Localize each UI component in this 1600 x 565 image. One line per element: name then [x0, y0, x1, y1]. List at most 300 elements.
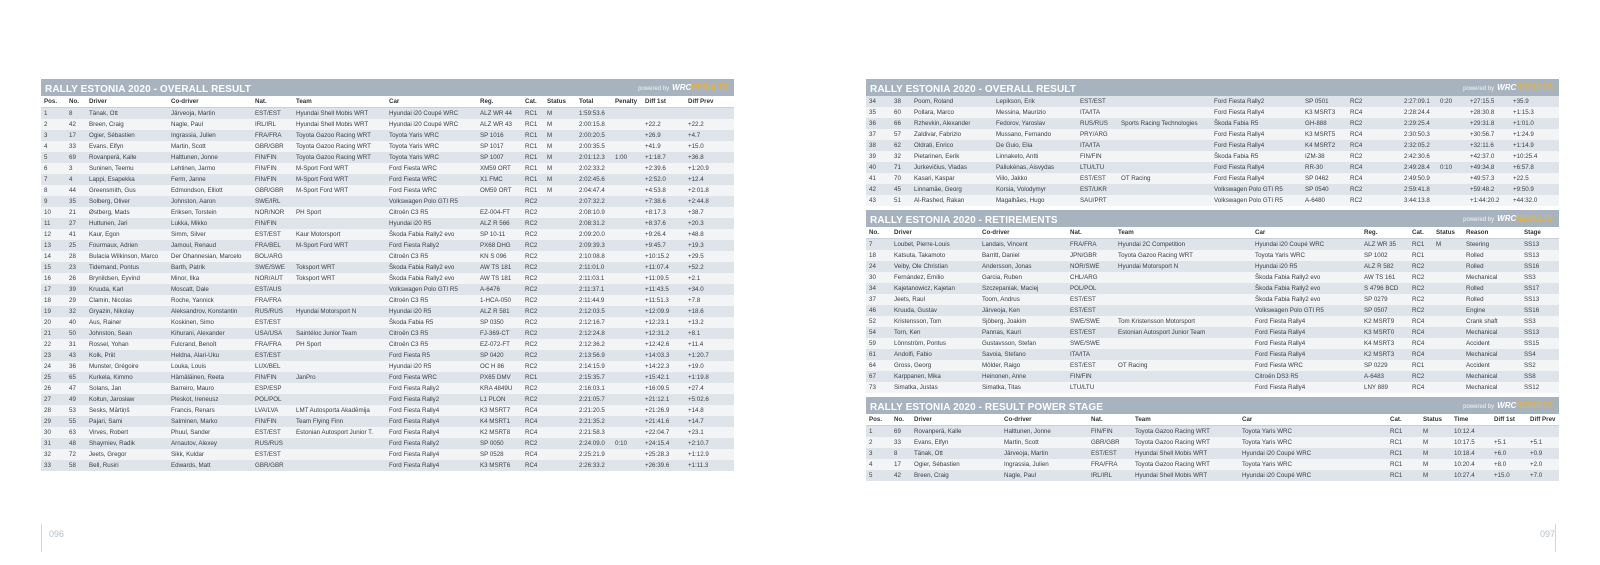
- table-cell: RC1: [1387, 470, 1420, 481]
- table-cell: RUS/RUS: [252, 438, 293, 449]
- table-cell: 2:11:01.0: [576, 262, 612, 273]
- table-cell: 24: [41, 361, 66, 372]
- table-cell: FRA/BEL: [252, 240, 293, 251]
- table-cell: +1:14.9: [1510, 140, 1559, 151]
- table-cell: Pietarinen, Eerik: [911, 151, 993, 162]
- table-cell: 13: [41, 240, 66, 251]
- column-header: Driver: [911, 414, 1001, 426]
- table-cell: OT Racing: [1115, 360, 1252, 371]
- table-cell: RC4: [1347, 162, 1369, 173]
- table-cell: 2:49:28.4: [1401, 162, 1437, 173]
- table-cell: [544, 427, 576, 438]
- table-cell: NOR/NOR: [252, 207, 293, 218]
- table-cell: Kruuda, Gustav: [891, 305, 979, 316]
- table-cell: Ford Fiesta Rally4: [1252, 382, 1361, 393]
- table-cell: Ford Fiesta Rally4: [1252, 316, 1361, 327]
- table-cell: 38: [891, 96, 911, 107]
- table-cell: 25: [66, 240, 86, 251]
- table-cell: [544, 240, 576, 251]
- table-cell: Škoda Fabia Rally2 evo: [1252, 283, 1361, 294]
- column-header: Co-driver: [168, 96, 252, 108]
- table-cell: 2:12:03.5: [576, 306, 612, 317]
- table-cell: Citroën C3 R5: [386, 251, 477, 262]
- table-cell: 2:08:31.2: [576, 218, 612, 229]
- table-cell: Garcia, Ruben: [979, 272, 1067, 283]
- table-cell: [612, 163, 642, 174]
- table-cell: Evans, Elfyn: [86, 141, 168, 152]
- table-cell: 49: [66, 394, 86, 405]
- table-cell: 17: [891, 459, 911, 470]
- column-header: Status: [1420, 414, 1451, 426]
- table-cell: Rolled: [1463, 261, 1521, 272]
- table-cell: Team Flying Finn: [293, 416, 386, 427]
- table-cell: 10:20.4: [1451, 459, 1491, 470]
- table-cell: 2:21:35.2: [576, 416, 612, 427]
- table-cell: [544, 295, 576, 306]
- table-cell: K3 MSRT7: [477, 405, 522, 416]
- table-cell: Toom, Andrus: [979, 294, 1067, 305]
- table-cell: +52.2: [685, 262, 734, 273]
- table-cell: CHL/ARG: [1067, 272, 1115, 283]
- table-cell: [612, 130, 642, 141]
- table-cell: [612, 383, 642, 394]
- table-cell: [293, 383, 386, 394]
- table-cell: 15: [41, 262, 66, 273]
- table-cell: [612, 295, 642, 306]
- table-row: [41, 350, 734, 361]
- table-cell: 31: [66, 339, 86, 350]
- table-cell: +34.0: [685, 284, 734, 295]
- table-cell: EST/AUS: [252, 284, 293, 295]
- table-cell: +15.0: [685, 141, 734, 152]
- table-cell: M: [544, 108, 576, 120]
- table-cell: AW TS 161: [1361, 272, 1409, 283]
- table-cell: Jamoul, Renaud: [168, 240, 252, 251]
- table-cell: Andolfi, Fabio: [891, 349, 979, 360]
- column-header: Total: [576, 96, 612, 108]
- table-cell: AW TS 181: [477, 262, 522, 273]
- wrc-results-logo: powered by WRCRESULTS: [1463, 83, 1553, 92]
- table-cell: Veiby, Ole Christian: [891, 261, 979, 272]
- table-cell: +11:09.5: [642, 273, 685, 284]
- table-cell: +42:37.0: [1467, 151, 1510, 162]
- table-cell: [1433, 316, 1463, 327]
- table-cell: Toyota Gazoo Racing WRT: [1115, 250, 1252, 261]
- table-cell: NOR/AUT: [252, 273, 293, 284]
- table-cell: [544, 306, 576, 317]
- table-cell: PX68 DHG: [477, 240, 522, 251]
- table-cell: Accident: [1463, 360, 1521, 371]
- table-cell: SP 0528: [477, 449, 522, 460]
- table-cell: [1433, 360, 1463, 371]
- table-row: [41, 361, 734, 372]
- table-cell: 3: [41, 130, 66, 141]
- table-cell: Linnamäe, Georg: [911, 184, 993, 195]
- table-cell: [685, 108, 734, 120]
- table-cell: 40: [866, 162, 891, 173]
- column-header: Time: [1451, 414, 1491, 426]
- table-cell: +0.9: [1527, 448, 1559, 459]
- table-cell: [612, 273, 642, 284]
- section-title: RALLY ESTONIA 2020 - RETIREMENTS: [870, 215, 1058, 226]
- table-cell: Greensmith, Gus: [86, 185, 168, 196]
- table-cell: 42: [66, 119, 86, 130]
- table-cell: RC1: [522, 174, 544, 185]
- table-row: [41, 207, 734, 218]
- table-cell: +12:42.6: [642, 339, 685, 350]
- table-cell: Hyundai i20 R5: [386, 306, 477, 317]
- table-cell: SS3: [1521, 272, 1559, 283]
- table-cell: 14: [41, 251, 66, 262]
- table-cell: 7: [866, 239, 891, 251]
- table-cell: 5: [866, 470, 891, 481]
- table-cell: EST/EST: [252, 108, 293, 120]
- column-header: Stage: [1521, 227, 1559, 239]
- table-cell: 25: [41, 372, 66, 383]
- table-cell: SP 0462: [1302, 173, 1347, 184]
- table-cell: FJ-369-CT: [477, 328, 522, 339]
- table-cell: +23.1: [685, 427, 734, 438]
- table-cell: Rzhevkin, Alexander: [911, 118, 993, 129]
- table-cell: ALZ WR 44: [477, 108, 522, 120]
- table-cell: FIN/FIN: [1067, 371, 1115, 382]
- table-cell: +16:09.5: [642, 383, 685, 394]
- table-cell: 71: [891, 162, 911, 173]
- table-cell: 32: [41, 449, 66, 460]
- table-cell: 17: [66, 130, 86, 141]
- table-cell: 10: [41, 207, 66, 218]
- table-cell: M: [544, 119, 576, 130]
- table-row: [866, 283, 1559, 294]
- table-cell: 41: [866, 173, 891, 184]
- table-cell: [612, 350, 642, 361]
- table-cell: Ford Fiesta Rally4: [1252, 349, 1361, 360]
- table-cell: RC1: [1409, 360, 1433, 371]
- table-cell: 8: [41, 185, 66, 196]
- table-cell: RC2: [1409, 272, 1433, 283]
- table-cell: A-6483: [1361, 371, 1409, 382]
- table-cell: LVA/LVA: [252, 405, 293, 416]
- table-cell: 3: [66, 163, 86, 174]
- table-cell: 69: [891, 426, 911, 438]
- table-cell: Johnston, Aaron: [168, 196, 252, 207]
- table-cell: SS2: [1521, 360, 1559, 371]
- table-cell: [293, 438, 386, 449]
- table-cell: FIN/FIN: [252, 218, 293, 229]
- table-cell: OT Racing: [1118, 173, 1211, 184]
- table-cell: +21:26.9: [642, 405, 685, 416]
- table-cell: RC4: [1409, 338, 1433, 349]
- table-cell: 2:00:35.5: [576, 141, 612, 152]
- table-cell: Lappi, Esapekka: [86, 174, 168, 185]
- table-cell: 39: [66, 284, 86, 295]
- table-cell: RC4: [1347, 129, 1369, 140]
- table-cell: [544, 361, 576, 372]
- table-cell: RC2: [522, 251, 544, 262]
- table-row: [866, 360, 1559, 371]
- table-cell: Rolled: [1463, 283, 1521, 294]
- table-cell: EST/EST: [1088, 448, 1132, 459]
- table-cell: Linnaketo, Antti: [993, 151, 1077, 162]
- table-row: [41, 460, 734, 471]
- table-cell: +49:57.3: [1467, 173, 1510, 184]
- column-header: Car: [386, 96, 477, 108]
- section-title: RALLY ESTONIA 2020 - OVERALL RESULT: [45, 84, 251, 95]
- table-row: [41, 449, 734, 460]
- table-cell: POL/POL: [252, 394, 293, 405]
- table-cell: 23: [41, 350, 66, 361]
- table-cell: 16: [41, 273, 66, 284]
- table-cell: +15:42.1: [642, 372, 685, 383]
- table-cell: Tänak, Ott: [86, 108, 168, 120]
- table-cell: [1118, 140, 1211, 151]
- table-cell: [1118, 184, 1211, 195]
- table-cell: Lukka, Mikko: [168, 218, 252, 229]
- table-cell: 1: [41, 108, 66, 120]
- table-cell: Pannas, Kauri: [979, 327, 1067, 338]
- table-cell: +5:02.6: [685, 394, 734, 405]
- table-cell: Ford Fiesta Rally2: [386, 240, 477, 251]
- table-cell: Barreiro, Mauro: [168, 383, 252, 394]
- table-cell: +11:07.4: [642, 262, 685, 273]
- table-cell: [1118, 195, 1211, 206]
- table-cell: Kruuda, Karl: [86, 284, 168, 295]
- table-cell: [1118, 96, 1211, 107]
- table-cell: +22.5: [1510, 173, 1559, 184]
- table-cell: Kurkela, Kimmo: [86, 372, 168, 383]
- table-row: [41, 394, 734, 405]
- table-row: [866, 96, 1559, 107]
- table-cell: 2: [41, 119, 66, 130]
- table-cell: 50: [66, 328, 86, 339]
- table-cell: [1118, 107, 1211, 118]
- table-cell: K4 MSRT3: [1361, 338, 1409, 349]
- table-cell: [1369, 173, 1401, 184]
- table-cell: [1437, 107, 1467, 118]
- table-cell: FIN/FIN: [252, 152, 293, 163]
- table-cell: [1433, 261, 1463, 272]
- table-cell: 10:17.5: [1451, 437, 1491, 448]
- table-cell: RC2: [522, 207, 544, 218]
- table-cell: 67: [866, 371, 891, 382]
- table-row: [866, 272, 1559, 283]
- table-cell: KRA 4849U: [477, 383, 522, 394]
- column-header: Reason: [1463, 227, 1521, 239]
- table-cell: M-Sport Ford WRT: [293, 174, 386, 185]
- table-cell: ITA/ITA: [1077, 107, 1118, 118]
- table-cell: RC4: [1409, 316, 1433, 327]
- table-cell: +5.1: [1527, 437, 1559, 448]
- table-cell: 43: [866, 195, 891, 206]
- table-cell: [1115, 283, 1252, 294]
- table-cell: RC2: [522, 328, 544, 339]
- table-cell: Mussano, Fernando: [993, 129, 1077, 140]
- table-cell: Simm, Silver: [168, 229, 252, 240]
- table-cell: [1118, 129, 1211, 140]
- column-header: Diff 1st: [642, 96, 685, 108]
- table-cell: GBR/GBR: [1088, 437, 1132, 448]
- table-cell: +1:44:20.2: [1467, 195, 1510, 206]
- table-cell: +41.9: [642, 141, 685, 152]
- table-cell: EZ-004-FT: [477, 207, 522, 218]
- table-cell: 46: [866, 305, 891, 316]
- table-cell: Hyundai i20 Coupé WRC: [1239, 470, 1387, 481]
- table-cell: EST/EST: [1067, 327, 1115, 338]
- table-cell: [1115, 382, 1252, 393]
- table-header-row: [866, 414, 1559, 426]
- table-cell: [293, 394, 386, 405]
- table-row: [41, 427, 734, 438]
- table-cell: 17: [41, 284, 66, 295]
- table-cell: Arnautov, Alexey: [168, 438, 252, 449]
- table-cell: Shaymiev, Radik: [86, 438, 168, 449]
- table-cell: EST/EST: [1067, 294, 1115, 305]
- table-cell: 41: [66, 229, 86, 240]
- table-cell: Hyundai Shell Mobis WRT: [1132, 448, 1239, 459]
- table-row: [866, 129, 1559, 140]
- table-cell: M: [1420, 426, 1451, 438]
- table-cell: Toyota Yaris WRC: [1239, 426, 1387, 438]
- table-cell: [1115, 272, 1252, 283]
- table-cell: 69: [66, 152, 86, 163]
- table-cell: M: [1420, 459, 1451, 470]
- table-cell: 65: [66, 372, 86, 383]
- table-cell: SP 0507: [1361, 305, 1409, 316]
- table-row: [866, 250, 1559, 261]
- table-cell: Østberg, Mads: [86, 207, 168, 218]
- table-cell: [544, 394, 576, 405]
- table-cell: Hyundai i20 R5: [1252, 261, 1361, 272]
- column-header: No.: [866, 227, 891, 239]
- table-cell: [293, 350, 386, 361]
- column-header: Penalty: [612, 96, 642, 108]
- table-cell: Hyundai i20 Coupé WRC: [386, 108, 477, 120]
- table-cell: Steering: [1463, 239, 1521, 251]
- table-cell: [544, 317, 576, 328]
- table-cell: M: [1433, 239, 1463, 251]
- table-cell: 2:00:15.8: [576, 119, 612, 130]
- table-cell: +14:03.3: [642, 350, 685, 361]
- table-cell: RUS/RUS: [1077, 118, 1118, 129]
- table-row: [866, 261, 1559, 272]
- table-cell: A-6476: [477, 284, 522, 295]
- table-cell: Eriksen, Torstein: [168, 207, 252, 218]
- table-row: [866, 294, 1559, 305]
- table-cell: 51: [891, 195, 911, 206]
- table-cell: Citroën C3 R5: [386, 328, 477, 339]
- table-cell: 29: [41, 416, 66, 427]
- table-cell: SP 1016: [477, 130, 522, 141]
- table-cell: 39: [866, 151, 891, 162]
- table-cell: EST/UKR: [1077, 184, 1118, 195]
- table-cell: Mechanical: [1463, 382, 1521, 393]
- table-cell: 4: [866, 459, 891, 470]
- table-cell: 2:07:32.2: [576, 196, 612, 207]
- table-row: [866, 437, 1559, 448]
- table-cell: Pleskot, Ireneusz: [168, 394, 252, 405]
- table-cell: RC1: [1387, 459, 1420, 470]
- table-cell: Citroën C3 R5: [386, 295, 477, 306]
- table-cell: BOL/ARG: [252, 251, 293, 262]
- table-cell: Kolk, Priit: [86, 350, 168, 361]
- table-cell: [544, 339, 576, 350]
- table-cell: +14.8: [685, 405, 734, 416]
- overall-result-table: [41, 96, 734, 471]
- table-cell: +1:11.3: [685, 460, 734, 471]
- table-cell: ALZ R 581: [477, 306, 522, 317]
- table-cell: 2:13:56.9: [576, 350, 612, 361]
- table-cell: FRA/FRA: [1088, 459, 1132, 470]
- table-cell: RC2: [522, 339, 544, 350]
- table-cell: Ogier, Sébastien: [911, 459, 1001, 470]
- table-cell: Järveoja, Ken: [979, 305, 1067, 316]
- table-cell: Ferm, Janne: [168, 174, 252, 185]
- table-cell: Hämäläinen, Reeta: [168, 372, 252, 383]
- table-row: [41, 229, 734, 240]
- table-cell: RC4: [1409, 349, 1433, 360]
- table-cell: +8:17.3: [642, 207, 685, 218]
- table-row: [866, 195, 1559, 206]
- table-cell: Sjöberg, Joakim: [979, 316, 1067, 327]
- table-cell: 2:12:36.2: [576, 339, 612, 350]
- table-cell: +6.0: [1491, 448, 1527, 459]
- table-row: [866, 459, 1559, 470]
- table-cell: Ford Fiesta Rally4: [1211, 140, 1302, 151]
- table-cell: [293, 218, 386, 229]
- table-cell: ITA/ITA: [1067, 349, 1115, 360]
- table-cell: [544, 350, 576, 361]
- table-cell: M-Sport Ford WRT: [293, 240, 386, 251]
- table-cell: 35: [66, 196, 86, 207]
- table-cell: Kaur, Egon: [86, 229, 168, 240]
- table-cell: +9:50.9: [1510, 184, 1559, 195]
- table-cell: 30: [866, 272, 891, 283]
- table-cell: SP 0350: [477, 317, 522, 328]
- table-cell: RC1: [1387, 426, 1420, 438]
- table-cell: SS16: [1521, 261, 1559, 272]
- table-cell: 7: [41, 174, 66, 185]
- table-cell: Clamin, Nicolas: [86, 295, 168, 306]
- table-cell: +2:39.6: [642, 163, 685, 174]
- table-cell: 2:42:30.6: [1401, 151, 1437, 162]
- table-cell: EST/EST: [1067, 360, 1115, 371]
- table-cell: 1-HCA-050: [477, 295, 522, 306]
- table-cell: L1 PLON: [477, 394, 522, 405]
- table-cell: IRL/IRL: [1088, 470, 1132, 481]
- table-cell: RC2: [522, 273, 544, 284]
- table-cell: RC1: [1387, 448, 1420, 459]
- table-cell: Toyota Yaris WRC: [386, 130, 477, 141]
- table-cell: Kajetanowicz, Kajetan: [891, 283, 979, 294]
- table-cell: Oldrati, Enrico: [911, 140, 993, 151]
- table-cell: 1: [866, 426, 891, 438]
- table-cell: +2:44.8: [685, 196, 734, 207]
- table-cell: Hyundai 2C Competition: [1115, 239, 1252, 251]
- table-cell: KN S 096: [477, 251, 522, 262]
- table-cell: [642, 108, 685, 120]
- table-cell: RC2: [1409, 261, 1433, 272]
- table-cell: [544, 416, 576, 427]
- table-cell: 2:11:37.1: [576, 284, 612, 295]
- table-cell: 63: [66, 427, 86, 438]
- table-cell: +28:30.8: [1467, 107, 1510, 118]
- table-cell: M-Sport Ford WRT: [293, 163, 386, 174]
- table-cell: Kołtun, Jarosław: [86, 394, 168, 405]
- table-cell: 2:27:09.1: [1401, 96, 1437, 107]
- table-cell: 8: [66, 108, 86, 120]
- table-cell: Huttunen, Jari: [86, 218, 168, 229]
- table-cell: Pajari, Sami: [86, 416, 168, 427]
